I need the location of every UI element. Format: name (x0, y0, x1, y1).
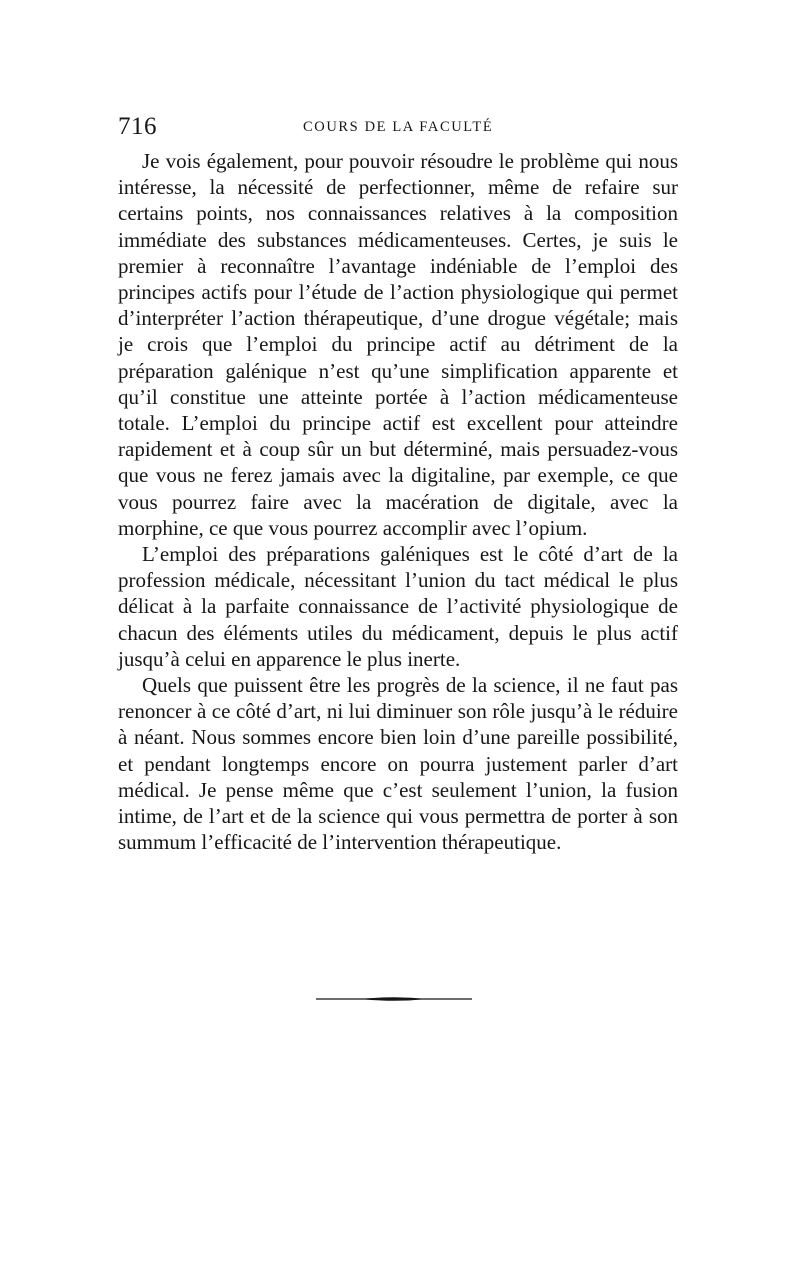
page-number: 716 (118, 113, 157, 140)
paragraph-2: L’emploi des préparations galéniques est le côté d’art de la profession médicale, nécessitant l’union du tact médical le plus délicat à la parfaite connaissance de l’activité physiologique de chacun des éléments utiles du médicament, depuis le plus actif jusqu’à celui en apparence le plus inerte. (118, 542, 678, 671)
running-head: COURS DE LA FACULTÉ (303, 119, 494, 135)
paragraph-3: Quels que puissent être les progrès de la science, il ne faut pas renoncer à ce côté d’art, ni lui diminuer son rôle jusqu’à le réduire à néant. Nous sommes encore bien loin d’une pareille possibilité, et pendant longtemps encore on pourra justement parler d’art médical. Je pense même que c’est seulement l’union, la fusion intime, de l’art et de la science qui vous permettra de porter à son summum l’efficacité de l’intervention thérapeutique. (118, 673, 678, 855)
paragraph-1: Je vois également, pour pouvoir résoudre le problème qui nous intéresse, la nécessité de perfectionner, même de refaire sur certains points, nos connaissances relatives à la composition immédiate des substances médicamenteuses. Certes, je suis le premier à reconnaître l’avantage indéniable de l’emploi des principes actifs pour l’étude de l’action physiologique qui permet d’interpréter l’action thérapeutique, d’une drogue végétale; mais je crois que l’emploi du principe actif au détriment de la préparation galénique n’est qu’une simplification apparente et qu’il constitue une atteinte portée à l’action médicamenteuse totale. L’emploi du principe actif est excellent pour atteindre rapidement et à coup sûr un but déterminé, mais persuadez-vous que vous ne ferez jamais avec la digitaline, par exemple, ce que vous pourrez faire avec la macération de digitale, avec la morphine, ce que vous pourrez accomplir avec l’opium. (118, 149, 678, 540)
text-block (118, 148, 678, 855)
end-ornament-rule (316, 996, 472, 1002)
